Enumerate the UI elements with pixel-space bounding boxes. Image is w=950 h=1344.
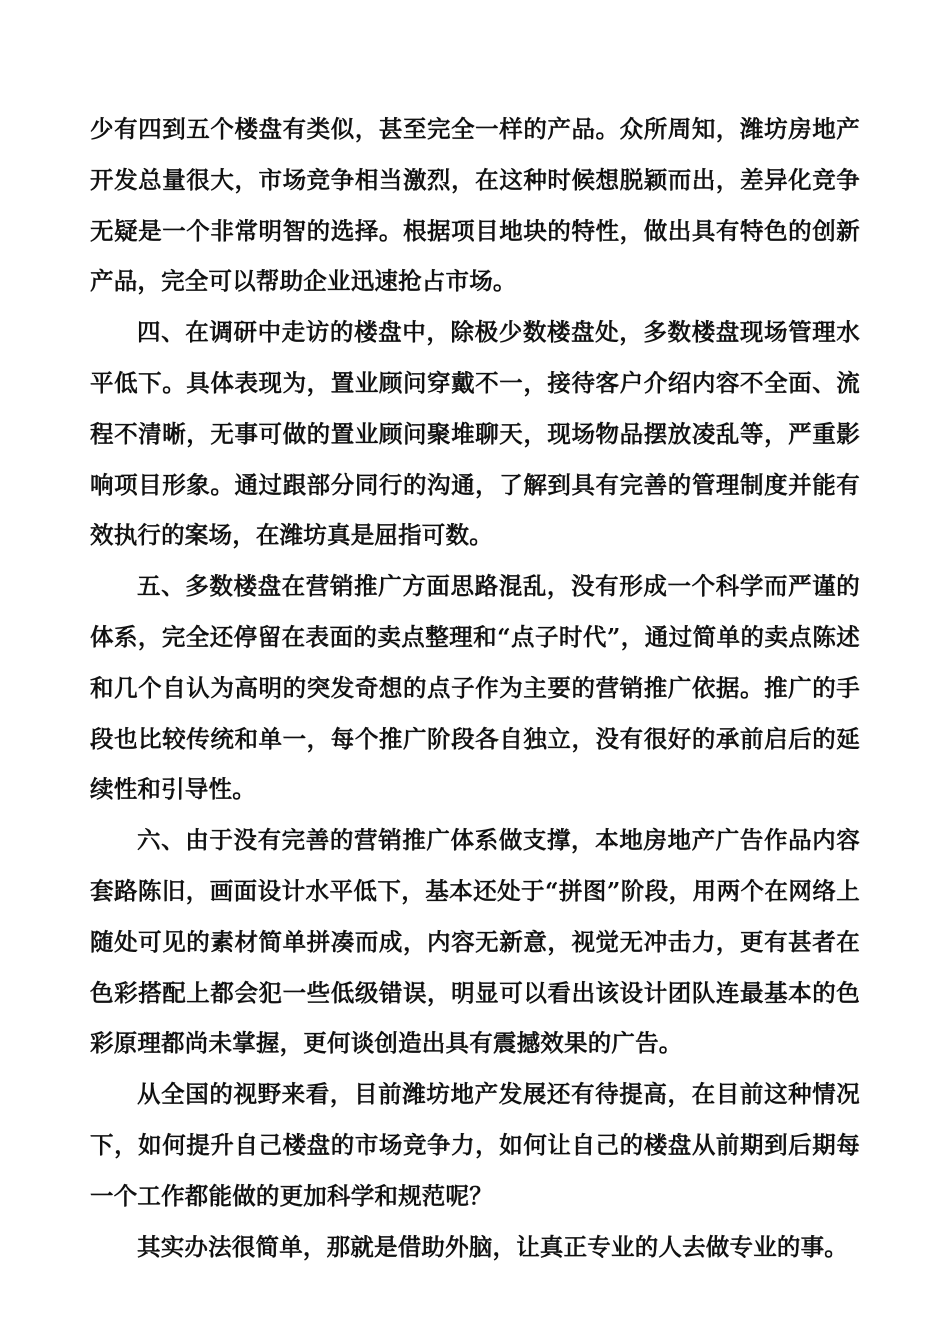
- paragraph-national-view: 从全国的视野来看，目前潍坊地产发展还有待提高，在目前这种情况下，如何提升自己楼盘的市场竞争力，如何让自己的楼盘从前期到后期每一个工作都能做的更加科学和规范呢？: [90, 1080, 860, 1210]
- paragraph-point-four: 四、在调研中走访的楼盘中，除极少数楼盘处，多数楼盘现场管理水平低下。具体表现为，置业顾问穿戴不一，接待客户介绍内容不全面、流程不清晰，无事可做的置业顾问聚堆聊天，现场物品摆放凌乱等，严重影响项目形象。通过跟部分同行的沟通，了解到具有完善的管理制度并能有效执行的案场，在潍坊真是屈指可数。: [90, 318, 860, 550]
- paragraph-conclusion: 其实办法很简单，那就是借助外脑，让真正专业的人去做专业的事。: [137, 1232, 848, 1261]
- paragraph-point-five: 五、多数楼盘在营销推广方面思路混乱，没有形成一个科学而严谨的体系，完全还停留在表面的卖点整理和“点子时代”，通过简单的卖点陈述和几个自认为高明的突发奇想的点子作为主要的营销推广依据。推广的手段也比较传统和单一，每个推广阶段各自独立，没有很好的承前启后的延续性和引导性。: [90, 572, 860, 804]
- body-text: [90, 104, 860, 1272]
- paragraph-continuation: 少有四到五个楼盘有类似，甚至完全一样的产品。众所周知，潍坊房地产开发总量很大，市场竞争相当激烈，在这种时候想脱颖而出，差异化竞争无疑是一个非常明智的选择。根据项目地块的特性，做出具有特色的创新产品，完全可以帮助企业迅速抢占市场。: [90, 115, 860, 296]
- paragraph-point-six: 六、由于没有完善的营销推广体系做支撑，本地房地产广告作品内容套路陈旧，画面设计水平低下，基本还处于“拼图”阶段，用两个在网络上随处可见的素材简单拼凑而成，内容无新意，视觉无冲击力，更有甚者在色彩搭配上都会犯一些低级错误，明显可以看出该设计团队连最基本的色彩原理都尚未掌握，更何谈创造出具有震撼效果的广告。: [90, 826, 860, 1058]
